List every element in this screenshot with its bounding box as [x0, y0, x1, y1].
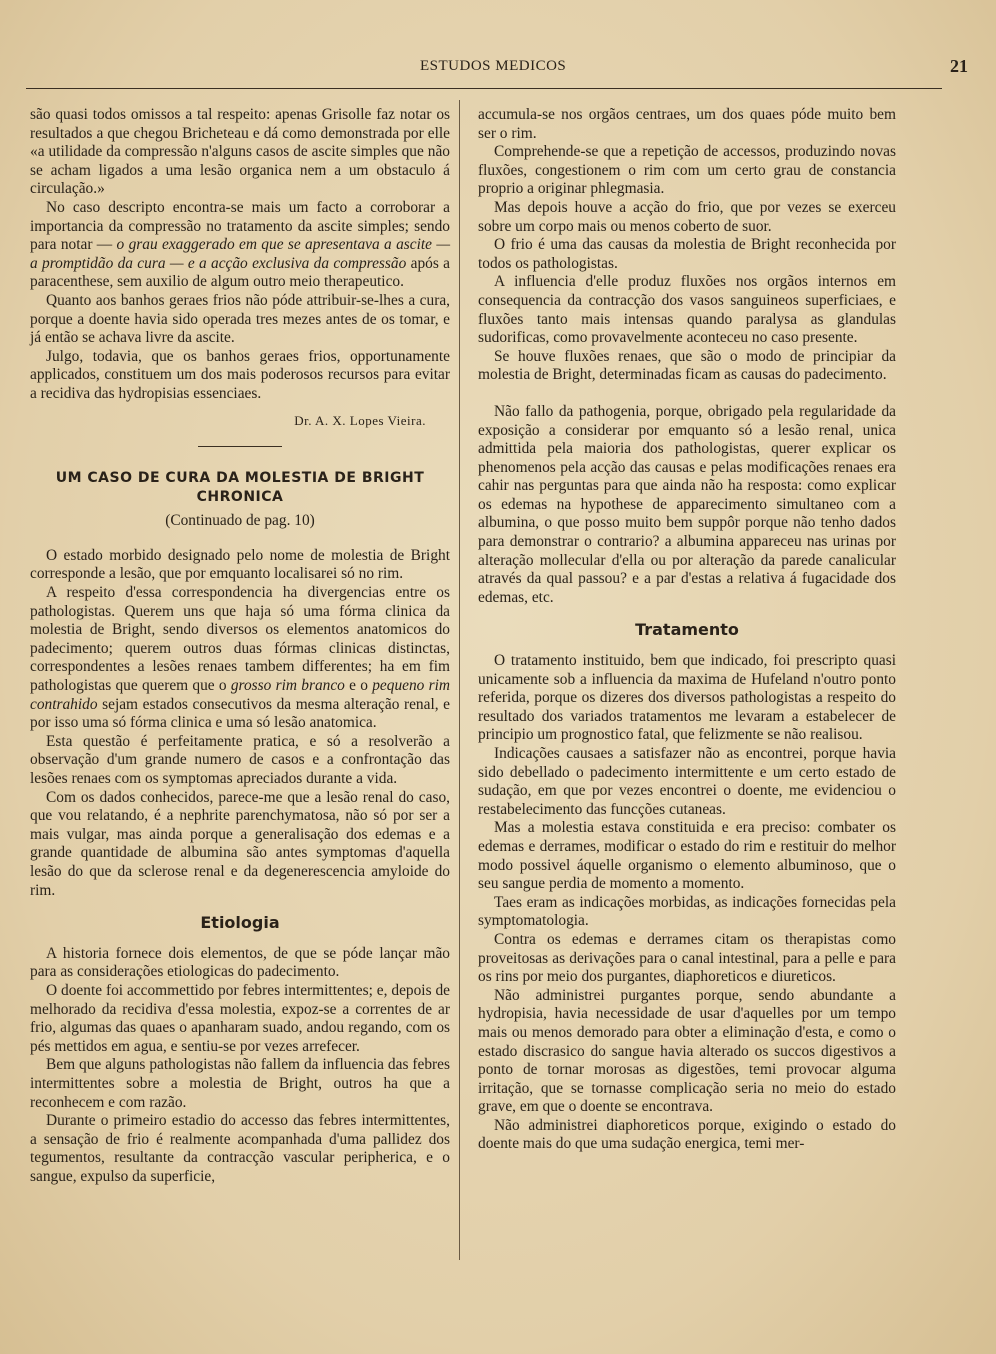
paragraph: Não administrei purgantes porque, sendo abundante a hydropisia, havia necessidade de usar d'aquelles por um tempo mais ou menos demorado para obter a eliminação d'esta, e como o estado discrasico do sangue havia alterado os succos digestivos a ponto de tornar morosas as digestões, temi provocar alguma irritação, que se tornasse complicação seria no meio do estado grave, em que o doente se encontrava.: [478, 986, 896, 1116]
column-divider: [459, 100, 460, 1260]
paragraph: Mas depois houve a acção do frio, que por vezes se exerceu sobre um corpo mais ou menos coberto de suor.: [478, 198, 896, 235]
right-column: [478, 106, 896, 1154]
header-rule: [26, 88, 942, 89]
paragraph: Com os dados conhecidos, parece-me que a lesão renal do caso, que vou relatando, é a nephrite parenchymatosa, não só por ser a mais vulgar, mas ainda porque a generalisação dos edemas e a grande quantidade de albumina são antes symptomas d'aquella lesão do que da sclerose renal e da degenerescencia amyloide do rim.: [30, 788, 450, 899]
separator-rule: [198, 446, 282, 447]
paragraph-gap: [478, 385, 896, 403]
paragraph: O frio é uma das causas da molestia de Bright reconhecida por todos os pathologistas.: [478, 236, 896, 272]
paragraph: Indicações causaes a satisfazer não as encontrei, porque havia sido debellado o padecimento intermittente e um certo estado de sudação, em que por vezes encontrei o doente, me evidenciou o restabelecimento das funcções cutaneas.: [478, 745, 896, 818]
text-run: A respeito d'essa correspondencia ha divergencias entre os pathologistas. Querem uns que haja só uma fórma clinica da molestia de Bright, sendo diversos os elementos anatomicos do padecimento; querem outros duas fórmas clinicas distinctas, correspondentes a lesões renaes tambem differentes; ha em fim pathologistas que querem que o: [30, 584, 450, 695]
paragraph: [30, 584, 450, 733]
continued-note: (Continuado de pag. 10): [165, 512, 315, 530]
paragraph: [30, 199, 450, 292]
paragraph: O tratamento instituido, bem que indicado, foi prescripto quasi unicamente sob a influencia da maxima de Hufeland n'outro ponto referida, porque os dizeres dos diversos pathologistas a respeito do resultado dos variados tratamentos me levaram a estabelecer de principio um prognostico fatal, que felizmente se não realisou.: [478, 652, 896, 744]
paragraph: Durante o primeiro estadio do accesso das febres intermittentes, a sensação de frio é realmente acompanhada d'uma pallidez dos tegumentos, resultante da contracção vascular peripherica, e o sangue, expulso da superficie,: [30, 1112, 450, 1185]
italic-run: pequeno rim contrahido: [30, 677, 451, 713]
paragraph: Julgo, todavia, que os banhos geraes frios, opportunamente applicados, constituem um dos mais poderosos recursos para evitar a recidiva das hydropisias essenciaes.: [30, 347, 450, 402]
paragraph: A influencia d'elle produz fluxões nos orgãos internos em consequencia da contracção dos vasos sanguineos superficiaes, e fluxões tanto mais intensas quando paralysa as glandulas sudorificas, como provavelmente aconteceu no caso presente.: [478, 273, 896, 347]
paragraph: Não fallo da pathogenia, porque, obrigado pela regularidade da exposição a considerar por emquanto só a lesão renal, unica admittida pela maioria dos pathologistas, querer explicar os phenomenos pela acção das causas e pelas modificações renaes era cahir nas perguntas para que ainda não ha resposta: como explicar os edemas na hypothese de apparecimento simultaneo com a albumina, o que posso muito bem suppôr porque não tenho dados para demonstrar o contrario? a albumina appareceu nas urinas por alteração mollecular d'ella ou por alteração da parede canalicular através da qual passou? e a par d'estas a relativa á fugacidade dos edemas, etc.: [478, 402, 896, 606]
left-column: [30, 106, 450, 1186]
text-run: após a paracenthese, sem auxilio de algum outro meio therapeutico.: [30, 254, 450, 291]
paragraph: Taes eram as indicações morbidas, as indicações fornecidas pela symptomatologia.: [478, 893, 896, 930]
paragraph: Esta questão é perfeitamente pratica, e só a resolverão a observação d'um grande numero de casos e a confrontação das lesões renaes com os symptomas apreciados durante a vida.: [30, 732, 450, 787]
page-header: [28, 56, 968, 82]
paragraph: O doente foi accommettido por febres intermittentes; e, depois de melhorado da recidiva d'essa molestia, expoz-se a correntes de ar frio, algumas das quaes o apanharam suado, andou regando, com os pés mettidos em agua, e sentiu-se por vezes arrefecer.: [30, 981, 450, 1055]
page-number: 21: [950, 56, 968, 76]
italic-run: o grau exaggerado em que se apresentava a ascite — a promptidão da cura — e a acção exclusiva da compressão: [30, 236, 450, 272]
paragraph: Não administrei diaphoreticos porque, exigindo o estado do doente mais do que uma sudação energica, temi mer-: [478, 1116, 896, 1153]
paragraph: Quanto aos banhos geraes frios não póde attribuir-se-lhes a cura, porque a doente havia sido operada tres mezes antes de os tomar, e já então se achava livre da ascite.: [30, 291, 450, 347]
running-title: ESTUDOS MEDICOS: [420, 58, 567, 74]
paragraph: Contra os edemas e derrames citam os therapistas como proveitosas as derivações para o canal intestinal, para a pelle e para os rins por meio dos purgantes, diaphoreticos e diureticos.: [478, 930, 896, 986]
section-heading-etiologia: Etiologia: [200, 913, 280, 933]
paragraph: Comprehende-se que a repetição de accessos, produzindo novas fluxões, congestionem o rim com um certo grau de constancia proprio a originar phlegmasia.: [478, 143, 896, 198]
text-run: sejam estados consecutivos da mesma alteração renal, e por isso uma só fórma clinica e uma só lesão anatomica.: [30, 695, 450, 732]
paragraph: Mas a molestia estava constituida e era preciso: combater os edemas e derrames, modificar o estado do rim e restituir do melhor modo possivel áquelle organismo o elemento albuminoso, que o seu sangue perdia de momento a momento.: [478, 819, 896, 893]
italic-run: grosso rim branco: [230, 677, 345, 695]
section-heading-tratamento: Tratamento: [635, 620, 739, 640]
article-title: UM CASO DE CURA DA MOLESTIA DE BRIGHT CHRONICA: [55, 470, 425, 505]
paragraph: accumula-se nos orgãos centraes, um dos quaes póde muito bem ser o rim.: [478, 106, 896, 142]
paragraph: A historia fornece dois elementos, de que se póde lançar mão para as considerações etiologicas do padecimento.: [30, 944, 450, 981]
text-run: e o: [344, 677, 373, 695]
paragraph: Bem que alguns pathologistas não fallem da influencia das febres intermittentes sobre a molestia de Bright, outros ha que a reconhecem e com razão.: [30, 1056, 450, 1111]
author-signature: Dr. A. X. Lopes Vieira.: [294, 412, 426, 428]
paragraph: O estado morbido designado pelo nome de molestia de Bright corresponde a lesão, que por emquanto localisarei só no rim.: [30, 546, 450, 583]
paragraph: são quasi todos omissos a tal respeito: apenas Grisolle faz notar os resultados a que chegou Bricheteau e dá como demonstrada por elle «a utilidade da compressão n'alguns casos de ascite simples que não se acham ligados a uma lesão organica nem a um obstaculo á circulação.»: [30, 106, 450, 198]
paragraph: Se houve fluxões renaes, que são o modo de principiar da molestia de Bright, determinadas ficam as causas do padecimento.: [478, 347, 896, 384]
text-run: No caso descripto encontra-se mais um facto a corroborar a importancia da compressão no tratamento da ascite simples; sendo para notar —: [30, 198, 450, 254]
